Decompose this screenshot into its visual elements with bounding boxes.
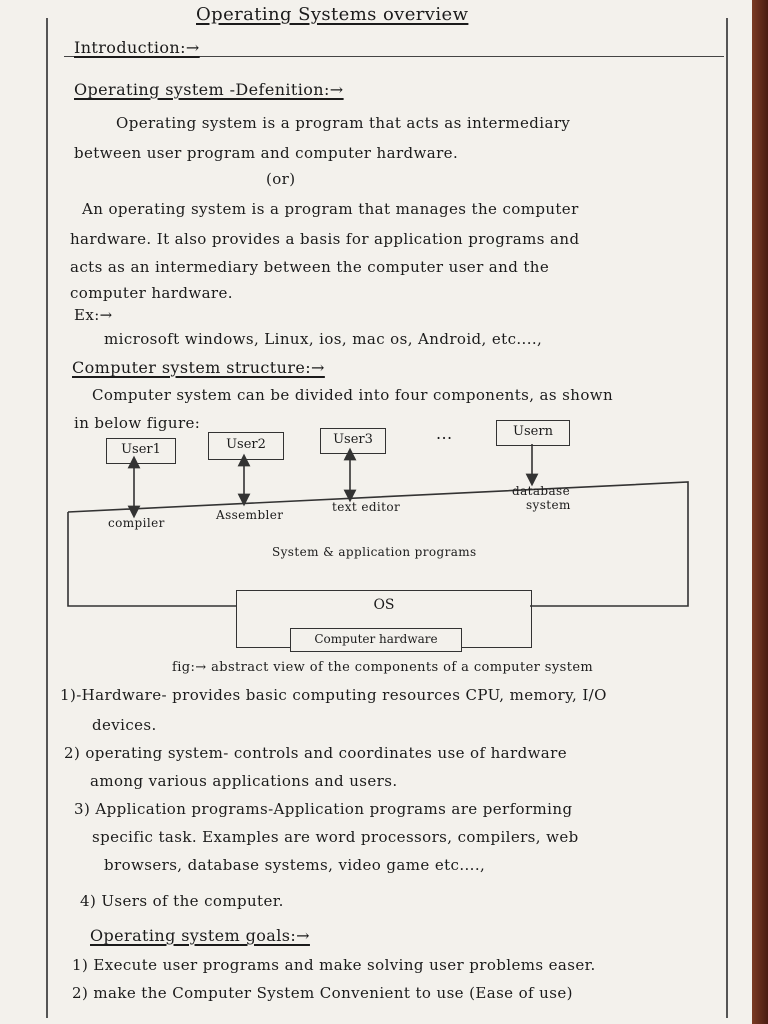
structure-line: in below figure: [74, 414, 201, 432]
example-label: Ex:→ [74, 306, 113, 324]
structure-heading: Computer system structure:→ [72, 358, 325, 377]
component-line: 3) Application programs-Application programs are performing [74, 800, 573, 818]
definition-heading: Operating system -Defenition:→ [74, 80, 344, 99]
structure-line: Computer system can be divided into four components, as shown [92, 386, 614, 404]
hardware-label: Computer hardware [314, 632, 438, 646]
component-line: 2) operating system- controls and coordinates use of hardware [64, 744, 568, 762]
component-line: 4) Users of the computer. [80, 892, 284, 910]
goal-item: 2) make the Computer System Convenient to use (Ease of use) [72, 984, 573, 1002]
definition-line: An operating system is a program that manages the computer [82, 200, 579, 218]
component-line: browsers, database systems, video game etc...., [104, 856, 486, 874]
user3-label: User3 [333, 432, 373, 447]
figure-caption: fig:→ abstract view of the components of a computer system [172, 660, 594, 675]
goal-item: 1) Execute user programs and make solving user problems easer. [72, 956, 596, 974]
component-line: devices. [92, 716, 157, 734]
definition-line: hardware. It also provides a basis for application programs and [70, 230, 580, 248]
introduction-heading: Introduction:→ [74, 38, 200, 57]
page-title: Operating Systems overview [196, 4, 469, 25]
user2-box [208, 432, 284, 460]
user3-box [320, 428, 386, 454]
layer-label: System & application programs [272, 545, 477, 559]
definition-or: (or) [266, 170, 296, 188]
component-line: specific task. Examples are word processors, compilers, web [92, 828, 579, 846]
component-line: 1)-Hardware- provides basic computing resources CPU, memory, I/O [60, 686, 607, 704]
page-edge-background [752, 0, 768, 1024]
app-label-compiler: compiler [108, 516, 165, 530]
usern-box [496, 420, 570, 446]
user1-box [106, 438, 176, 464]
definition-line: computer hardware. [70, 284, 233, 302]
users-ellipsis: ... [436, 424, 453, 443]
user1-label: User1 [121, 442, 161, 457]
example-text: microsoft windows, Linux, ios, mac os, Android, etc...., [104, 330, 543, 348]
definition-line: Operating system is a program that acts as intermediary [116, 114, 571, 132]
os-label: OS [373, 597, 395, 613]
definition-line: between user program and computer hardware. [74, 144, 459, 162]
definition-line: acts as an intermediary between the computer user and the [70, 258, 550, 276]
usern-label: Usern [513, 424, 553, 439]
goals-heading: Operating system goals:→ [90, 926, 310, 945]
app-label-system: system [526, 498, 571, 512]
user2-label: User2 [226, 437, 266, 452]
hardware-box [290, 628, 462, 652]
component-line: among various applications and users. [90, 772, 398, 790]
app-label-database: database [512, 484, 571, 498]
app-label-text-editor: text editor [332, 500, 401, 514]
app-label-assembler: Assembler [216, 508, 284, 522]
